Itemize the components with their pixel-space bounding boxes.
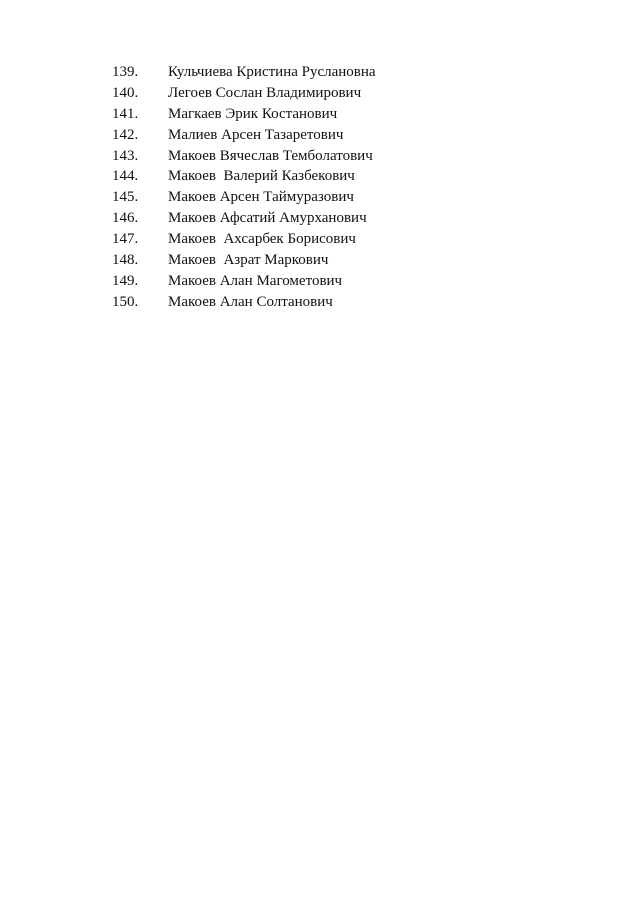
- list-item-number: 139.: [112, 64, 139, 80]
- list-item-name: Макоев Алан Солтанович: [168, 293, 333, 310]
- list-item: [112, 127, 376, 148]
- list-item: [112, 106, 376, 127]
- list-item: [112, 231, 376, 252]
- list-item-number: 141.: [112, 105, 139, 122]
- list-item-number: 144.: [112, 168, 139, 185]
- list-item-name: Макоев Афсатий Амурханович: [168, 210, 367, 227]
- list-item-number: 143.: [112, 147, 139, 164]
- list-item-name: Макоев Валерий Казбекович: [168, 168, 355, 185]
- list-item: [112, 148, 376, 169]
- list-item: [112, 64, 376, 85]
- list-item-number: 147.: [112, 231, 139, 248]
- list-item-name: Легоев Сослан Владимирович: [168, 84, 362, 101]
- list-item-number: 150.: [112, 293, 139, 310]
- list-item: [112, 210, 376, 231]
- list-item: [112, 85, 376, 106]
- list-item-name: Макоев Ахсарбек Борисович: [168, 231, 356, 248]
- list-item-name: Макоев Арсен Таймуразович: [168, 189, 354, 206]
- list-item: [112, 273, 376, 294]
- list-item-number: 148.: [112, 252, 139, 269]
- list-item: [112, 168, 376, 189]
- list-item: [112, 252, 376, 273]
- name-list: [112, 64, 376, 315]
- list-item-number: 145.: [112, 189, 139, 206]
- list-item-number: 149.: [112, 272, 139, 289]
- list-item-name: Кульчиева Кристина Руслановна: [168, 64, 376, 80]
- list-item-name: Малиев Арсен Тазаретович: [168, 126, 344, 143]
- list-item-name: Макоев Азрат Маркович: [168, 252, 329, 269]
- list-item-name: Магкаев Эрик Костанович: [168, 105, 338, 122]
- list-item-number: 146.: [112, 210, 139, 227]
- list-item-name: Макоев Алан Магометович: [168, 272, 343, 289]
- list-item-number: 142.: [112, 126, 139, 143]
- list-item: [112, 294, 376, 315]
- list-item-name: Макоев Вячеслав Темболатович: [168, 147, 373, 164]
- list-item-number: 140.: [112, 84, 139, 101]
- list-item: [112, 189, 376, 210]
